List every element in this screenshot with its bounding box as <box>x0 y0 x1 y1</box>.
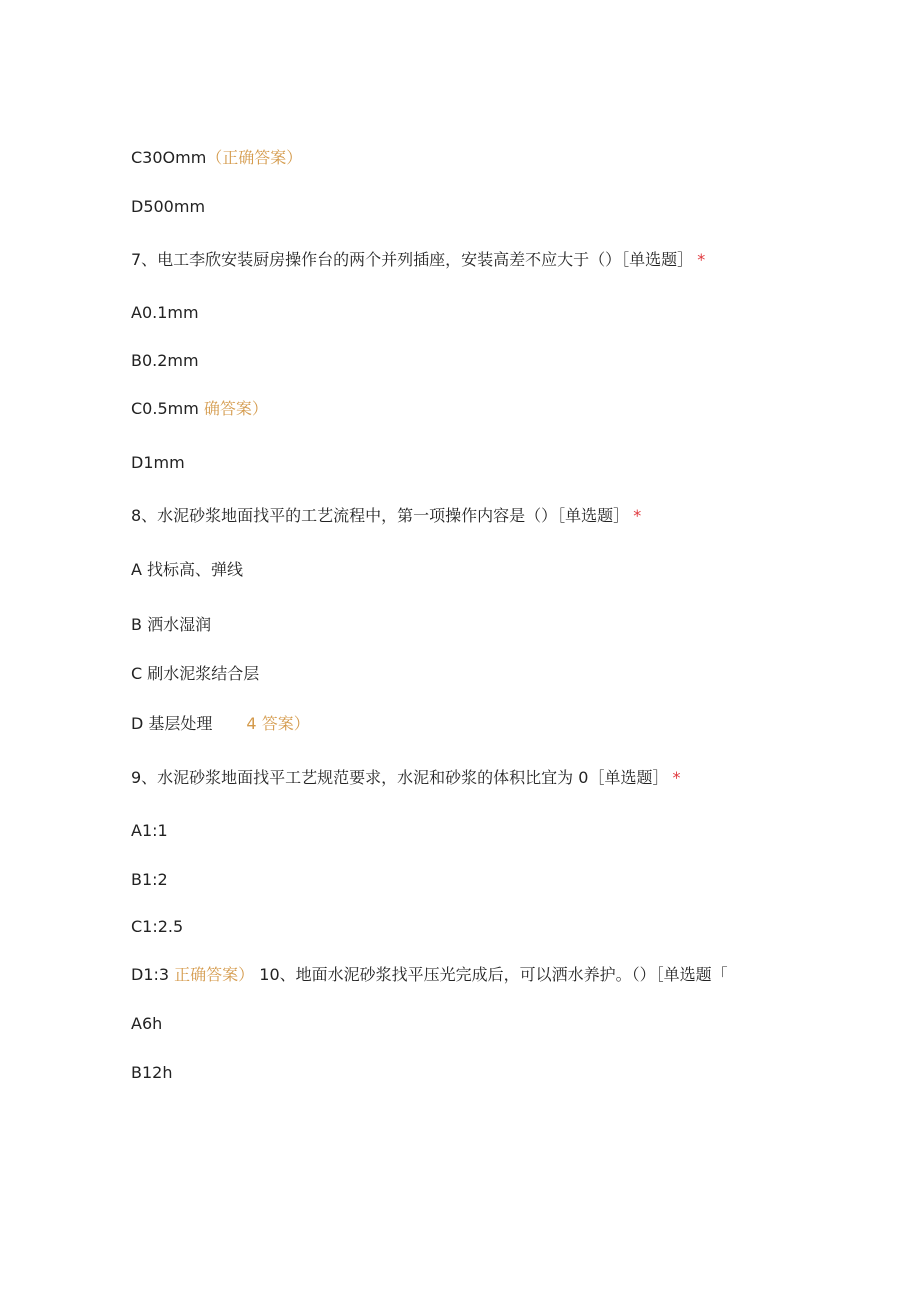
q7-option-a-text: A0.1mm <box>131 303 199 322</box>
q9-required-mark: * <box>672 768 681 787</box>
q9-option-d-text[interactable]: D1:3 <box>131 965 170 984</box>
q10-option-b[interactable] <box>131 1063 172 1083</box>
q9-question-text: 9、水泥砂浆地面找平工艺规范要求，水泥和砂浆的体积比宜为 0［单选题］ <box>131 768 669 787</box>
q8-question <box>131 506 641 526</box>
q8-option-a[interactable] <box>131 560 243 580</box>
q7-option-a[interactable] <box>131 303 199 323</box>
q7-option-b[interactable] <box>131 351 199 371</box>
q9-option-c[interactable] <box>131 917 183 937</box>
q7-required-mark: * <box>697 250 706 269</box>
q10-option-b-text: B12h <box>131 1063 173 1082</box>
q8-option-b[interactable] <box>131 615 211 635</box>
q7-option-c-text: C0.5mm <box>131 399 199 418</box>
q9-correct-answer-tag: 正确答案） <box>174 965 255 984</box>
q9-question <box>131 768 680 788</box>
q10-question-text: 10、地面水泥砂浆找平压光完成后，可以洒水养护。（）［单选题「 <box>259 965 728 984</box>
q7-option-b-text: B0.2mm <box>131 351 199 370</box>
q6-option-c[interactable] <box>131 148 302 168</box>
q7-correct-answer-tag: 确答案） <box>203 399 268 418</box>
q7-question <box>131 250 705 270</box>
q9-option-a-text: A1:1 <box>131 821 168 840</box>
q7-option-d-text: D1mm <box>131 453 185 472</box>
q9-option-b-text: B1:2 <box>131 870 168 889</box>
q6-correct-answer-tag: （正确答案） <box>206 148 303 167</box>
q6-option-d-text: D500mm <box>131 197 206 216</box>
q8-option-c[interactable] <box>131 664 259 684</box>
q9-option-a[interactable] <box>131 821 168 841</box>
q7-option-d[interactable] <box>131 453 185 473</box>
q8-option-d-text: D 基层处理 <box>131 714 213 733</box>
q7-option-c[interactable] <box>131 399 268 419</box>
q7-question-text: 7、电工李欣安装厨房操作台的两个并列插座，安装高差不应大于（）［单选题］ <box>131 250 694 269</box>
q8-option-a-text: A 找标高、弹线 <box>131 560 244 579</box>
q8-option-c-text: C 刷水泥浆结合层 <box>131 664 260 683</box>
q9-option-c-text: C1:2.5 <box>131 917 184 936</box>
q8-question-text: 8、水泥砂浆地面找平的工艺流程中，第一项操作内容是（）［单选题］ <box>131 506 630 525</box>
q9-option-d-and-q10-question <box>131 965 728 985</box>
q10-option-a[interactable] <box>131 1014 162 1034</box>
q8-required-mark: * <box>633 506 642 525</box>
q6-option-d[interactable] <box>131 197 205 217</box>
q10-option-a-text: A6h <box>131 1014 163 1033</box>
q9-option-b[interactable] <box>131 870 168 890</box>
q8-option-b-text: B 洒水湿润 <box>131 615 212 634</box>
q8-correct-answer-tag: 4 答案） <box>246 714 310 733</box>
q6-option-c-text: C30Omm <box>131 148 207 167</box>
q8-option-d[interactable] <box>131 714 310 734</box>
